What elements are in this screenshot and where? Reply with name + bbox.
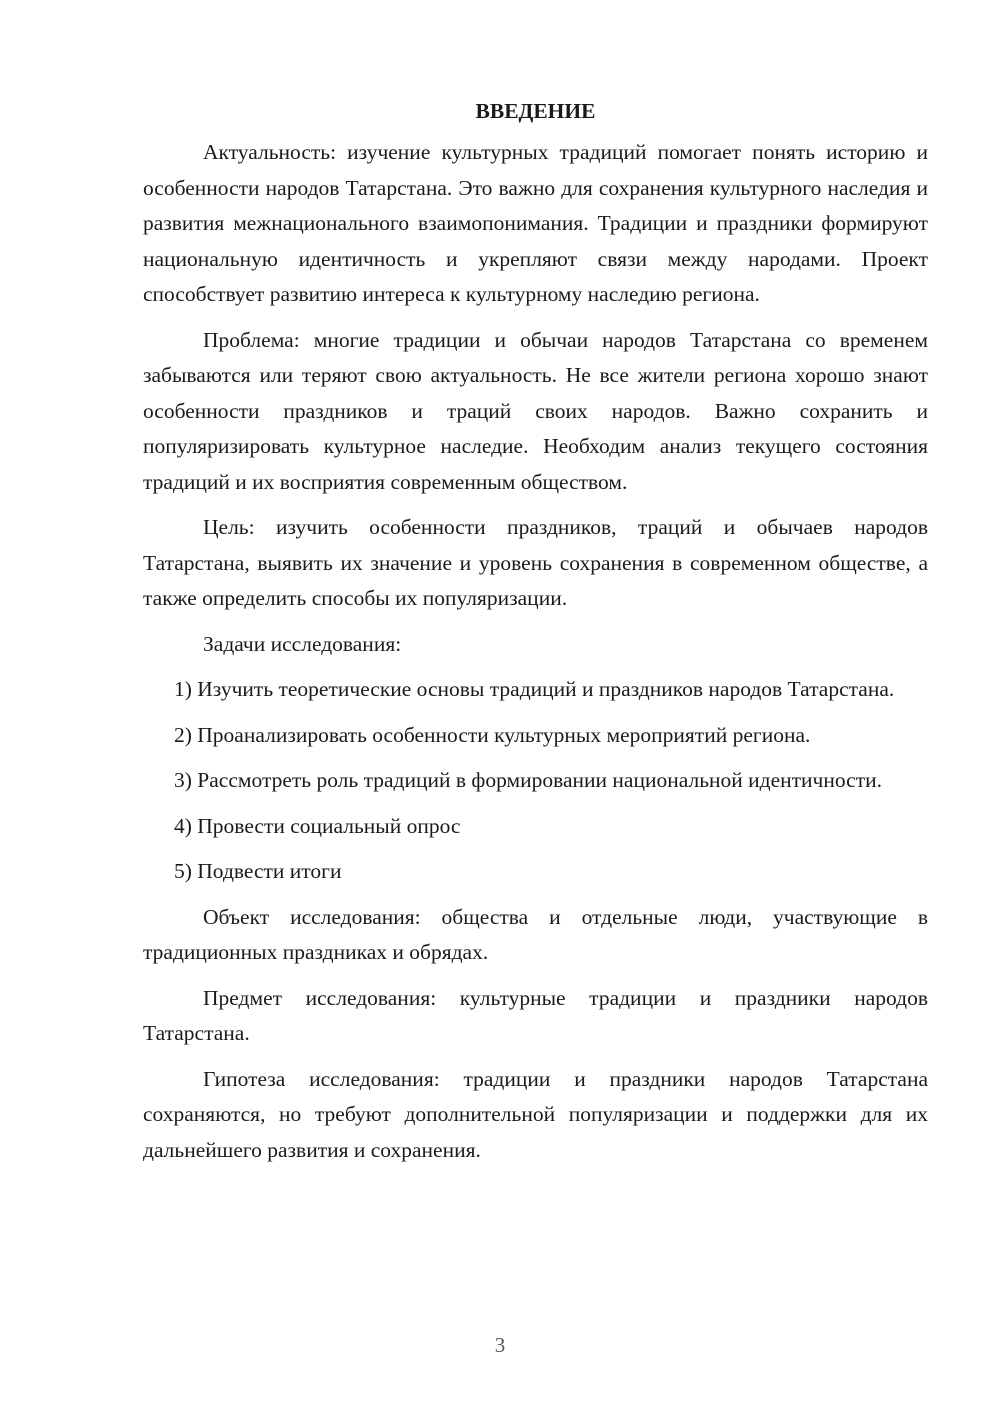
task-item: 1) Изучить теоретические основы традиций и праздников народов Татарстана.	[174, 677, 895, 701]
subject-paragraph: Предмет исследования: культурные традиции и праздники народов Татарстана.	[143, 985, 928, 1045]
problem-paragraph: Проблема: многие традиции и обычаи народов Татарстана со временем забываются или теряют свою актуальность. Не все жители региона хорошо знают особенности праздников и траций своих народов. Важно сохранить и популяризировать культурное наследие. Необходим анализ текущего состояния традиций и их восприятия современным обществом.	[143, 327, 928, 494]
relevance-paragraph: Актуальность: изучение культурных традиций помогает понять историю и особенности народов Татарстана. Это важно для сохранения культурного наследия и развития межнационального взаимопонимания. Традиции и праздники формируют национальную идентичность и укрепляют связи между народами. Проект способствует развитию интереса к культурному наследию региона.	[143, 140, 928, 306]
task-item: 3) Рассмотреть роль традиций в формировании национальной идентичности.	[174, 768, 882, 792]
task-item: 5) Подвести итоги	[174, 859, 342, 883]
document-page	[143, 95, 928, 1178]
tasks-heading: Задачи исследования:	[203, 631, 402, 656]
object-paragraph: Объект исследования: общества и отдельные люди, участвующие в традиционных праздниках и обрядах.	[143, 904, 928, 964]
task-item: 4) Провести социальный опрос	[174, 813, 461, 838]
page-number: 3	[494, 1333, 506, 1357]
hypothesis-paragraph: Гипотеза исследования: традиции и праздники народов Татарстана сохраняются, но требуют дополнительной популяризации и поддержки для их дальнейшего развития и сохранения.	[143, 1066, 928, 1162]
task-item: 2) Проанализировать особенности культурных мероприятий региона.	[174, 722, 811, 747]
goal-paragraph: Цель: изучить особенности праздников, траций и обычаев народов Татарстана, выявить их значение и уровень сохранения в современном обществе, а также определить способы их популяризации.	[143, 515, 928, 610]
section-title: ВВЕДЕНИЕ	[475, 99, 596, 123]
